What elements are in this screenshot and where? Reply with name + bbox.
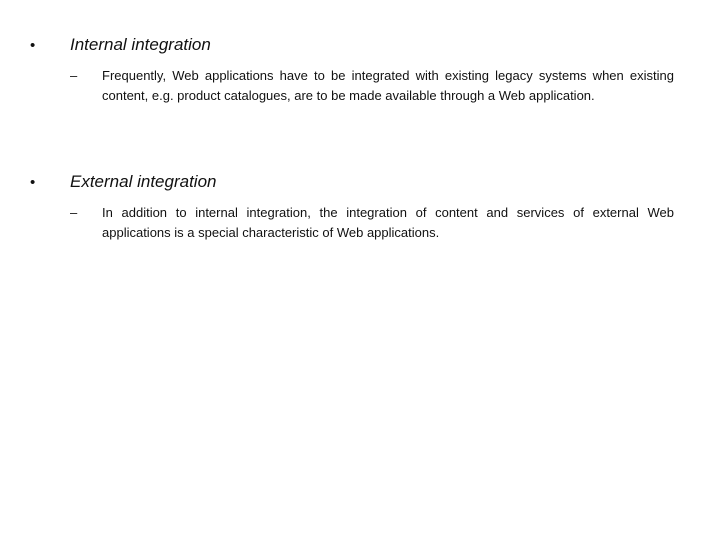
bullet-internal-integration: [30, 33, 690, 105]
sub-bullet-row: [70, 66, 674, 105]
sub-bullet-marker: –: [70, 205, 78, 220]
bullet-marker: •: [30, 174, 36, 191]
sub-bullet-marker: –: [70, 68, 78, 83]
bullet-marker: •: [30, 37, 36, 54]
bullet-title: Internal integration: [70, 35, 211, 54]
bullet-heading-row: [30, 33, 690, 58]
bullet-external-integration: [30, 170, 690, 242]
sub-bullet-row: [70, 203, 674, 242]
sub-bullet-text: Frequently, Web applications have to be integrated with existing legacy systems when existing content, e.g. product catalogues, are to be made available through a Web application.: [102, 68, 674, 103]
sub-bullet-text: In addition to internal integration, the integration of content and services of external Web applications is a special characteristic of Web applications.: [102, 205, 674, 240]
bullet-title: External integration: [70, 172, 217, 191]
bullet-heading-row: [30, 170, 690, 195]
